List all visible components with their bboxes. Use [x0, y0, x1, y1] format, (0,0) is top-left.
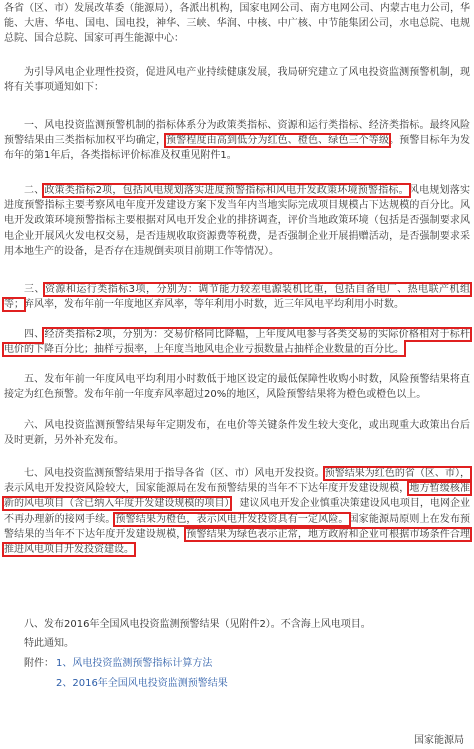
section-8: 八、发布2016年全国风电投资监测预警结果（见附件2）。不含海上风电项目。	[24, 619, 371, 630]
highlight-policy-indicators: 政策类指标2项，包括风电规划落实进度预警指标和风电开发政策环境预警指标。	[44, 185, 409, 196]
highlight-suspend-approval: 地方暂缓核准新的风电项目（含已纳入年度开发建设规模的项目）	[4, 483, 471, 510]
section-1: 一、风电投资监测预警机制的指标体系分为政策类指标、资源和运行类指标、经济类指标。最终风险预警结果由三类指标加权平均确定，预警程度由高到低分为红色、橙色、绿色三个等级。预警目标年为发布年的第1年后，各类指标评价标准及权重见附件1。	[4, 120, 471, 162]
attachment-label: 附件：	[24, 658, 54, 669]
highlight-resource-indicators: 资源和运行类指标3项，分别为：调节能力较差电源装机比重，包括自备电厂、热电联产机组等；	[4, 284, 470, 311]
intro-paragraph: 为引导风电企业理性投资，促进风电产业持续健康发展，我局研究建立了风电投资监测预警机制，现将有关事项通知如下：	[4, 67, 470, 94]
footer-watermark: 国家能源局	[414, 735, 464, 746]
section-6: 六、风电投资监测预警结果每年定期发布，在电价等关键条件发生较大变化，或出现重大政策出台后及时更新，另外补充发布。	[4, 420, 470, 447]
section-7: 七、风电投资监测预警结果用于指导各省（区、市）风电开发投资。预警结果为红色的省（区、市），表示风电开发投资风险较大，国家能源局在发布预警结果的当年不下达年度开发建设规模，地方暂缓核准新的风电项目（含已纳入年度开发建设规模的项目），建议风电开发企业慎重决策建设风电项目，电网企业不再办理新的接网手续。预警结果为橙色，表示风电开发投资具有一定风险。国家能源局原则上在发布预警结果的当年不下达年度开发建设规模，预警结果为绿色表示正常，地方政府和企业可根据市场条件合理推进风电项目开发投资建设。	[4, 468, 471, 556]
addressee-paragraph: 各省（区、市）发展改革委（能源局），各派出机构，国家电网公司、南方电网公司、内蒙古电力公司，华能、大唐、华电、国电、国电投，神华、三峡、华润、中核、中广核、中节能集团公司，水电总院、电规总院、国合总院、国家可再生能源中心：	[4, 3, 470, 45]
section-5: 五、发布年前一年度风电平均利用小时数低于地区设定的最低保障性收购小时数，风险预警结果将直接定为红色预警。发布年前一年度弃风率超过20%的地区，风险预警结果将为橙色或橙色以上。	[4, 374, 470, 401]
section-4: 四、经济类指标2项，分别为：交易价格同比降幅，上年度风电参与各类交易的实际价格相对于标杆电价的下降百分比；抽样亏损率，上年度当地风电企业亏损数量占抽样企业数量的百分比。	[4, 329, 470, 356]
section-3: 三、资源和运行类指标3项，分别为：调节能力较差电源装机比重，包括自备电厂、热电联产机组等；弃风率，发布年前一年度地区弃风率，等年利用小时数，近三年风电平均利用小时数。	[4, 284, 470, 311]
attachment-link-1[interactable]: 1、风电投资监测预警指标计算方法	[56, 658, 213, 669]
closing-notice: 特此通知。	[24, 638, 74, 649]
highlight-economic-indicators: 经济类指标2项，分别为：交易价格同比降幅，上年度风电参与各类交易的实际价格相对于标杆电价的下降百分比；抽样亏损率，上年度当地风电企业亏损数量占抽样企业数量的百分比。	[4, 329, 470, 356]
highlight-warning-levels: 预警程度由高到低分为红色、橙色、绿色三个等级	[166, 135, 390, 147]
attachment-link-2[interactable]: 2、2016年全国风电投资监测预警结果	[56, 678, 228, 689]
section-2: 二、政策类指标2项，包括风电规划落实进度预警指标和风电开发政策环境预警指标。风电规划落实进度预警指标主要考察风电年度开发建设方案下发当年内当地实际完成项目规模占下达规模的百分比。风电开发政策环境预警指标主要根据对风电开发企业的排挤调查，评价当地政策环境（包括是否强制要求风电企业开展风火发电权交易，是否违规收取资源费等税费，是否强制企业开展捐赠活动，是否强制要求采用本地生产的设备，是否存在违规倒卖项目前期工作等情况）。	[4, 185, 470, 257]
highlight-red-warning: 预警结果为红色的省（区、市），	[324, 468, 471, 479]
highlight-green-warning: 预警结果为绿色表示正常，地方政府和企业可根据市场条件合理推进风电项目开发投资建设。	[4, 528, 471, 556]
highlight-orange-warning: 预警结果为橙色，表示风电开发投资具有一定风险。	[115, 513, 349, 525]
